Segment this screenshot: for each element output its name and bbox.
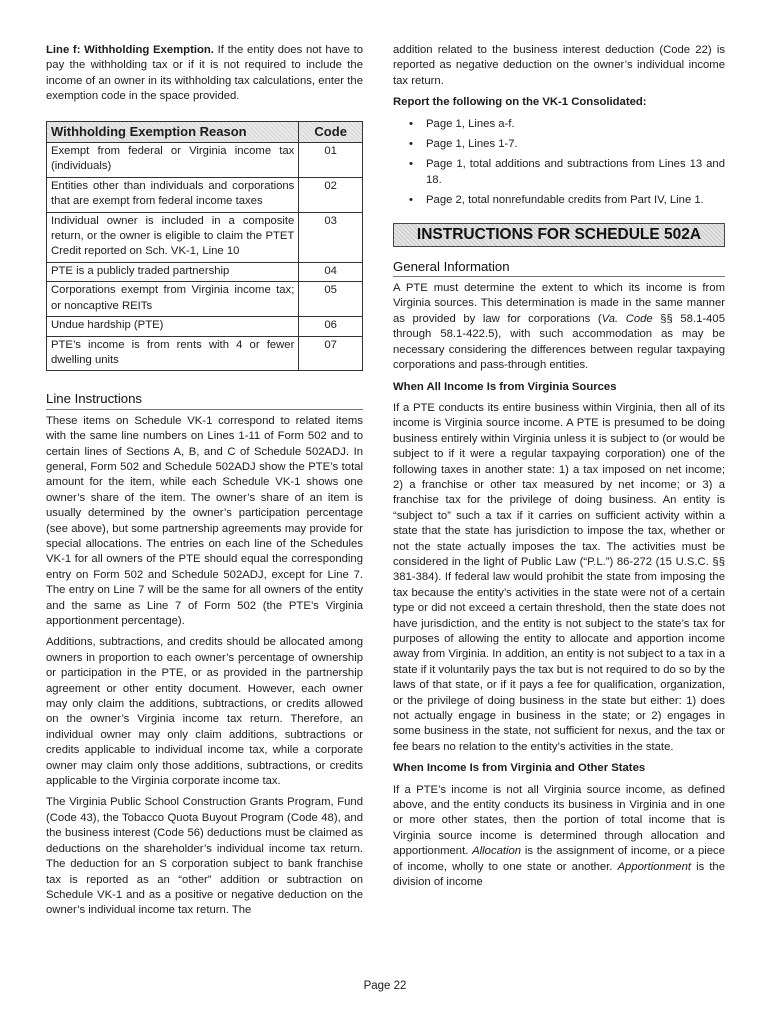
line-instructions-paragraph-3: The Virginia Public School Construction Grants Program, Fund (Code 43), the Tobacco Quota Buyout Program (Code 48), and the business interest (Code 56) deductions must be claimed as deductions on the shareholder’s individual income tax return. The deduction for an S corporation subject to bank franchise tax is reported as an “other” addition or subtraction on Schedule VK-1 and as a positive or negative deduction on the owner’s individual income tax return. The bbox=[46, 796, 363, 917]
list-item: • Page 2, total nonrefundable credits from Part IV, Line 1. bbox=[426, 193, 725, 208]
other-states-paragraph bbox=[393, 783, 725, 891]
reason-cell: PTE is a publicly traded partnership bbox=[47, 262, 299, 281]
reason-cell: Individual owner is included in a composite return, or the owner is eligible to claim the PTET Credit reported on Sch. VK-1, Line 10 bbox=[47, 212, 299, 262]
line-f-label: Line f: Withholding Exemption. bbox=[46, 44, 214, 56]
text-run: A PTE must determine the extent to which its income is from Virginia sources. This determination is made in the same manner as provided by law for corporations ( bbox=[393, 282, 725, 325]
table-row bbox=[47, 282, 363, 317]
reason-cell: Exempt from federal or Virginia income tax (individuals) bbox=[47, 143, 299, 178]
table-row bbox=[47, 143, 363, 178]
table-row bbox=[47, 336, 363, 371]
general-information-paragraph bbox=[393, 281, 725, 373]
code-cell: 02 bbox=[299, 177, 363, 212]
list-item: • Page 1, Lines 1-7. bbox=[426, 137, 725, 152]
report-list bbox=[393, 117, 725, 209]
general-information-heading: General Information bbox=[393, 259, 725, 277]
table-row bbox=[47, 212, 363, 262]
italic-run: Allocation bbox=[472, 845, 522, 858]
all-income-paragraph: If a PTE conducts its entire business within Virginia, then all of its income is Virginia source income. A PTE is presumed to be doing business entirely within Virginia unless it is subject to (or would be subject to if it were a regular taxpaying corporation) one of the following taxes in another state: 1) a tax imposed on net income; 2) a franchise or other tax measured by net income; or 3) a franchise tax for the privilege of doing business. An entity is “subject to” such a tax if it carries on sufficient activity within a state that the state has jurisdiction to impose the tax, whether or not the state actually imposes the tax. The activities must be considered in the light of Public Law (“P.L.”) 86-272 (15 U.S.C. §§ 381-384). If federal law would prohibit the state from imposing the tax because the entity’s activities in the state were not of a certain type or did not exceed a certain threshold, then the state does not have jurisdiction, and the entity is not subject to the state’s tax for purposes of allowing the entity to allocate and apportion income away from Virginia. In addition, an entity is not subject to a tax in a state if it voluntarily pays the tax but is not required to do so by the laws of that state, or if it pays a fee for qualification, organization, or the privilege of doing business in the state but either: 1) does not actually engage in business in the state; or 2) engages in some business in the state, not sufficient for nexus, and the tax or fee bears no relation to the entity’s activities in the state. bbox=[393, 401, 725, 753]
all-income-heading: When All Income Is from Virginia Sources bbox=[393, 380, 617, 393]
code-cell: 06 bbox=[299, 317, 363, 336]
reason-cell: Entities other than individuals and corporations that are exempt from federal income taxes bbox=[47, 177, 299, 212]
line-f-paragraph bbox=[46, 43, 363, 105]
withholding-exemption-table bbox=[46, 121, 363, 372]
list-item: • Page 1, Lines a-f. bbox=[426, 117, 725, 132]
line-instructions-paragraph-2: Additions, subtractions, and credits should be allocated among owners in proportion to each owner’s percentage of ownership or participation in the PTE, or as provided in the partnership agreement or other entity document. However, each owner may only claim the additions, subtractions, or credits allowed on the owner’s Virginia income tax return. Therefore, an individual owner may only claim additions, subtractions or credits applicable to individual income tax, while a corporate owner may claim only those additions, subtractions, or credits applicable to the Virginia corporate income tax. bbox=[46, 636, 363, 788]
table-row bbox=[47, 317, 363, 336]
code-cell: 05 bbox=[299, 282, 363, 317]
other-states-heading: When Income Is from Virginia and Other States bbox=[393, 762, 646, 775]
table-header-row bbox=[47, 121, 363, 142]
code-cell: 07 bbox=[299, 336, 363, 371]
code-cell: 03 bbox=[299, 212, 363, 262]
reason-cell: Undue hardship (PTE) bbox=[47, 317, 299, 336]
header-reason: Withholding Exemption Reason bbox=[47, 121, 299, 142]
left-column bbox=[46, 43, 363, 925]
line-instructions-heading: Line Instructions bbox=[46, 391, 363, 409]
italic-run: Apportionment bbox=[617, 860, 691, 873]
code-cell: 04 bbox=[299, 262, 363, 281]
header-code: Code bbox=[299, 121, 363, 142]
list-item: • Page 1, total additions and subtractions from Lines 13 and 18. bbox=[426, 157, 725, 188]
table-row bbox=[47, 262, 363, 281]
continued-paragraph: addition related to the business interest deduction (Code 22) is reported as negative deduction on the owner’s individual income tax return. bbox=[393, 44, 725, 87]
page-number: Page 22 bbox=[363, 980, 407, 992]
reason-cell: PTE’s income is from rents with 4 or fewer dwelling units bbox=[47, 336, 299, 371]
italic-run: Va. Code bbox=[601, 312, 653, 325]
right-column bbox=[393, 43, 725, 897]
text-run: is the division of income bbox=[393, 860, 725, 889]
text-run: §§ 58.1-405 through 58.1-422.5), with such accommodation as may be necessary considering the differences between regular taxpaying corporations and pass-through entities. bbox=[393, 312, 725, 372]
schedule-502a-banner: INSTRUCTIONS FOR SCHEDULE 502A bbox=[393, 223, 725, 247]
reason-cell: Corporations exempt from Virginia income tax; or noncaptive REITs bbox=[47, 282, 299, 317]
report-heading: Report the following on the VK-1 Consolidated: bbox=[393, 96, 647, 109]
table-row bbox=[47, 177, 363, 212]
line-instructions-paragraph-1: These items on Schedule VK-1 correspond to related items with the same line numbers on Lines 1-11 of Form 502 and to certain lines of Sections A, B, and C of Schedule 502ADJ. In general, Form 502 and Schedule 502ADJ show the PTE’s total amount for the item, while each Schedule VK-1 shows one owner’s share of the item. The owner’s share of an item is usually determined by the owner’s participation percentage (see above), but some partnership agreements may provide for special allocations. The entries on each line of the Schedules VK-1 for all owners of the PTE should equal the corresponding entry on Form 502 and Schedule 502ADJ, except for Line 7. The entry on Line 7 will be the same for all owners of the entity and the same as Line 7 of Form 502 (the PTE’s Virginia apportionment percentage). bbox=[46, 414, 363, 627]
text-run: If a PTE’s income is not all Virginia source income, as defined above, and the entity conducts its business in Virginia and in one or more other states, then the portion of total income that is Virginia source income is determined through allocation and apportionment. bbox=[393, 783, 725, 858]
text-run: is the assignment of income, or a piece of income, wholly to one state or another. bbox=[393, 845, 725, 873]
line-f-text: If the entity does not have to pay the withholding tax or if it is not required to include the income of an owner in its withholding tax calculations, enter the exemption code in the space provided. bbox=[46, 44, 363, 103]
code-cell: 01 bbox=[299, 143, 363, 178]
